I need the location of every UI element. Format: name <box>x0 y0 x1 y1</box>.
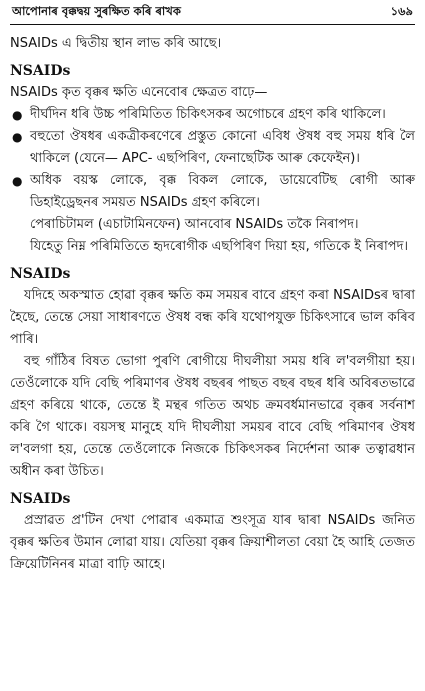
page-number: ১৬৯ <box>390 4 413 18</box>
section1-lead: NSAIDs কৃত বৃক্কৰ ক্ষতি এনেবোৰ ক্ষেত্ৰত বাঢ়ে— <box>10 85 268 100</box>
section-heading-2: NSAIDs <box>10 266 71 282</box>
section-heading-1: NSAIDs <box>10 63 71 79</box>
section1-paragraph-2: যিহেতু নিম্ন পৰিমিতিতে হৃদৰোগীক এছপিৰিণ দিয়া হয়, গতিকে ই নিৰাপদ। <box>30 239 409 254</box>
section2-paragraph-1: যদিহে অকস্মাত হোৱা বৃক্কৰ ক্ষতি কম সময়ৰ বাবে গ্ৰহণ কৰা NSAIDsৰ দ্বাৰা হৈছে, তেন্তে সেয়া সাধাৰণতে ঔষধ বন্ধ কৰি যথোপযুক্ত চিকিৎসাৰে ভাল কৰিব পাৰি। <box>10 288 415 347</box>
risk-list <box>10 104 415 214</box>
list-item: ● বহুতো ঔষধৰ একত্ৰীকৰণেৰে প্ৰস্তুত কোনো এবিধ ঔষধ বহু সময় ধৰি লৈ থাকিলে (যেনে— APC- এছপিৰিণ, ফেনাছেটিক আৰু কেফেইন)। <box>10 126 415 170</box>
list-item: ● দীৰ্ঘদিন ধৰি উচ্চ পৰিমিতিত চিকিৎসকৰ অগোচৰে গ্ৰহণ কৰি থাকিলে। <box>10 104 415 126</box>
running-header <box>10 0 415 25</box>
section3-paragraph-1: প্ৰস্ৰাৱত প্ৰ'টিন দেখা পোৱাৰ একমাত্ৰ শুংসূত্ৰ যাৰ দ্বাৰা NSAIDs জনিত বৃক্কৰ ক্ষতিৰ উমান লোৱা যায়। যেতিয়া বৃক্কৰ ক্ৰিয়াশীলতা বেয়া হৈ আহি তেজত ক্ৰিয়েটিনিনৰ মাত্ৰা বাঢ়ি আহে। <box>10 513 415 572</box>
page-content <box>10 33 415 576</box>
section2-paragraph-2: বহু গাঁঠিৰ বিষত ভোগা পুৰণি ৰোগীয়ে দীঘলীয়া সময় ধৰি ল'বলগীয়া হয়। তেওঁলোকে যদি বেছি পৰিমাণৰ ঔষধ বছৰৰ পাছত বছৰ বছৰ ধৰি অবিৰতভাৱে গ্ৰহণ কৰিয়ে থাকে, তেন্তে ই মন্থৰ গতিত অথচ ক্ৰমবৰ্ধমানভাৱে বৃক্কৰ সৰ্বনাশ কৰি গৈ থাকে। বয়সস্থ মানুহে যদি দীঘলীয়া সময়ৰ বাবে বেছি পৰিমাণৰ ঔষধ ল'বলগা হয়, তেন্তে তেওঁলোকে নিজকে চিকিৎসকৰ নিৰ্দেশনা আৰু তত্বাৱধান অধীন কৰা উচিত। <box>10 354 415 479</box>
section1-paragraph-1: পেৰাচিটামল (এচাটামিনফেন) আনবোৰ NSAIDs তকৈ নিৰাপদ। <box>30 217 359 232</box>
intro-line: NSAIDs এ দ্বিতীয় স্থান লাভ কৰি আছে। <box>10 36 222 51</box>
header-title: আপোনাৰ বৃক্কদ্বয় সুৰক্ষিত কৰি ৰাখক <box>12 4 181 18</box>
list-item: ● অধিক বয়স্ক লোকে, বৃক্ক বিকল লোকে, ডায়েবেটিছ ৰোগী আৰু ডিহাইড্ৰেছনৰ সময়ত NSAIDs গ্ৰহণ কৰিলে। <box>10 170 415 214</box>
section-heading-3: NSAIDs <box>10 491 71 507</box>
